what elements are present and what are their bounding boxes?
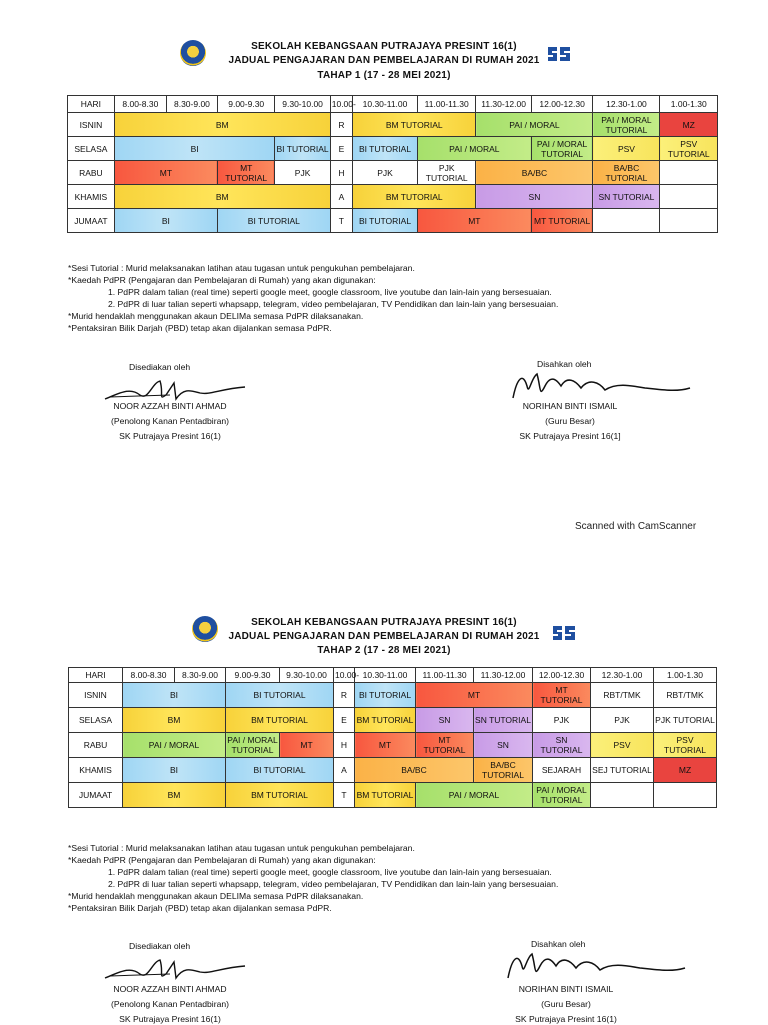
table-row	[69, 783, 717, 808]
header-time-slot: 10.30-11.00	[353, 96, 418, 113]
day-cell: JUMAAT	[68, 209, 115, 233]
note-online: 1. PdPR dalam talian (real time) seperti google meet, google classroom, live youtube dan lain-lain yang bersesuaian.	[108, 287, 552, 297]
header-time-slot: 1.00-1.30	[660, 96, 718, 113]
signature-noor-azzah	[100, 952, 250, 984]
signatory-right-org: SK Putrajaya Presint 16(1]	[519, 431, 621, 441]
table-row	[69, 708, 717, 733]
subject-cell: PJK	[275, 161, 330, 185]
subject-cell: PSV	[591, 733, 654, 758]
subject-cell: MT	[355, 733, 416, 758]
subject-cell: H	[334, 733, 355, 758]
note-pbd: *Pentaksiran Bilik Darjah (PBD) tetap akan dijalankan semasa PdPR.	[68, 323, 332, 333]
day-cell: KHAMIS	[69, 758, 123, 783]
note-offline: 2. PdPR di luar talian seperti whapsapp, telegram, video pembelajaran, TV Pendidikan dan lain-lain yang bersesuaian.	[108, 879, 559, 889]
note-kaedah: *Kaedah PdPR (Pengajaran dan Pembelajaran di Rumah) yang akan digunakan:	[68, 275, 376, 285]
header-time-slot: 12.30-1.00	[593, 96, 660, 113]
note-delima: *Murid hendaklah menggunakan akaun DELIMa semasa PdPR dilaksanakan.	[68, 311, 364, 321]
approved-by-label: Disahkan oleh	[537, 359, 592, 369]
header-time-slot: 12.30-1.00	[591, 668, 654, 683]
subject-cell: PJK	[353, 161, 418, 185]
day-cell: RABU	[69, 733, 123, 758]
subject-cell: SN	[474, 733, 533, 758]
subject-cell: PAI / MORAL	[476, 113, 593, 137]
subject-cell: PAI / MORAL	[416, 783, 533, 808]
subject-cell: PAI / MORAL TUTORIAL	[226, 733, 280, 758]
subject-cell: BI TUTORIAL	[353, 209, 418, 233]
header-time-slot: 8.00-8.30	[114, 96, 166, 113]
subject-cell: BM TUTORIAL	[226, 708, 334, 733]
subject-cell: A	[334, 758, 355, 783]
notes-page2	[68, 842, 558, 914]
subject-cell: BI TUTORIAL	[355, 683, 416, 708]
header-day: HARI	[68, 96, 115, 113]
subject-cell: BM	[114, 113, 330, 137]
prepared-by-label: Disediakan oleh	[129, 362, 191, 372]
subject-cell: PSV	[593, 137, 660, 161]
subject-cell: BI TUTORIAL	[217, 209, 330, 233]
header-time-slot: 9.30-10.00	[280, 668, 334, 683]
signatory-right	[466, 983, 666, 1025]
header-time-slot: 9.00-9.30	[226, 668, 280, 683]
camscanner-watermark: Scanned with CamScanner	[575, 521, 697, 532]
header-time-slot: 11.30-12.00	[474, 668, 533, 683]
schedule-title: JADUAL PENGAJARAN DAN PEMBELAJARAN DI RUMAH 2021	[228, 55, 540, 66]
subject-cell: SN	[416, 708, 474, 733]
header-time-slot: 9.30-10.00	[275, 96, 330, 113]
timetable-tahap2	[68, 667, 717, 808]
subject-cell: BA/BC	[476, 161, 593, 185]
table-row	[69, 683, 717, 708]
subject-cell	[660, 185, 718, 209]
header-time-slot: 10.00-	[334, 668, 355, 683]
subject-cell: PJK	[533, 708, 591, 733]
header-time-slot: 8.30-9.00	[166, 96, 217, 113]
subject-cell: PJK	[591, 708, 654, 733]
header-page1	[0, 41, 768, 82]
table-row	[68, 161, 718, 185]
note-tutorial: *Sesi Tutorial : Murid melaksanakan latihan atau tugasan untuk pengukuhan pembelajaran.	[68, 263, 415, 273]
signatory-left-org: SK Putrajaya Presint 16(1)	[119, 431, 221, 441]
school-name: SEKOLAH KEBANGSAAN PUTRAJAYA PRESINT 16(1)	[251, 41, 517, 52]
signature-norihan	[505, 368, 695, 402]
day-cell: ISNIN	[69, 683, 123, 708]
subject-cell: MT TUTORIAL	[217, 161, 274, 185]
table-row	[69, 758, 717, 783]
subject-cell: BA/BC	[355, 758, 474, 783]
signatory-right-role: (Guru Besar)	[541, 999, 591, 1009]
header-time-slot: 9.00-9.30	[217, 96, 274, 113]
signature-norihan	[500, 948, 690, 982]
subject-cell: RBT/TMK	[654, 683, 717, 708]
signatory-left	[70, 983, 270, 1025]
schedule-title: JADUAL PENGAJARAN DAN PEMBELAJARAN DI RUMAH 2021	[228, 631, 540, 642]
header-time-slot: 12.00-12.30	[531, 96, 593, 113]
subject-cell: PAI / MORAL	[417, 137, 531, 161]
subject-cell: MT	[416, 683, 533, 708]
subject-cell: A	[330, 185, 352, 209]
day-cell: ISNIN	[68, 113, 115, 137]
signatory-left-name: NOOR AZZAH BINTI AHMAD	[113, 401, 227, 411]
subject-cell: SN TUTORIAL	[593, 185, 660, 209]
phase-label: TAHAP 2 (17 - 28 MEI 2021)	[317, 645, 451, 656]
header-day: HARI	[69, 668, 123, 683]
signatory-right-role: (Guru Besar)	[545, 416, 595, 426]
signatory-right	[470, 400, 670, 442]
subject-cell: MT TUTORIAL	[533, 683, 591, 708]
note-delima: *Murid hendaklah menggunakan akaun DELIMa semasa PdPR dilaksanakan.	[68, 891, 364, 901]
subject-cell: PJK TUTORIAL	[654, 708, 717, 733]
signatory-left	[70, 400, 270, 442]
subject-cell: BM TUTORIAL	[226, 783, 334, 808]
subject-cell: RBT/TMK	[591, 683, 654, 708]
subject-cell	[593, 209, 660, 233]
table-row	[68, 185, 718, 209]
phase-label: TAHAP 1 (17 - 28 MEI 2021)	[317, 70, 451, 81]
subject-cell: BI TUTORIAL	[226, 758, 334, 783]
signatory-left-org: SK Putrajaya Presint 16(1)	[119, 1014, 221, 1024]
prepared-by-label: Disediakan oleh	[129, 941, 191, 951]
subject-cell: E	[334, 708, 355, 733]
timetable-tahap1	[67, 95, 718, 233]
header-time-slot: 10.30-11.00	[355, 668, 416, 683]
subject-cell: MZ	[660, 113, 718, 137]
subject-cell: MZ	[654, 758, 717, 783]
day-cell: SELASA	[69, 708, 123, 733]
subject-cell: BA/BC TUTORIAL	[474, 758, 533, 783]
table-row	[68, 137, 718, 161]
subject-cell: BM TUTORIAL	[355, 708, 416, 733]
subject-cell: BI TUTORIAL	[353, 137, 418, 161]
subject-cell	[660, 209, 718, 233]
header-time-slot: 11.30-12.00	[476, 96, 531, 113]
table-row	[68, 113, 718, 137]
notes-page1	[68, 262, 558, 334]
subject-cell: PAI / MORAL	[123, 733, 226, 758]
subject-cell: MT	[417, 209, 531, 233]
subject-cell: BM	[114, 185, 330, 209]
subject-cell: T	[334, 783, 355, 808]
subject-cell: R	[330, 113, 352, 137]
subject-cell: SN TUTORIAL	[474, 708, 533, 733]
subject-cell: BI TUTORIAL	[226, 683, 334, 708]
subject-cell: MT	[280, 733, 334, 758]
subject-cell: BI	[114, 209, 217, 233]
subject-cell: BI	[123, 758, 226, 783]
day-cell: RABU	[68, 161, 115, 185]
subject-cell: BM	[123, 783, 226, 808]
subject-cell	[654, 783, 717, 808]
subject-cell: SEJ TUTORIAL	[591, 758, 654, 783]
header-time-slot: 11.00-11.30	[416, 668, 474, 683]
subject-cell: BI	[123, 683, 226, 708]
subject-cell: BM	[123, 708, 226, 733]
subject-cell: E	[330, 137, 352, 161]
table-row	[69, 733, 717, 758]
subject-cell: PJK TUTORIAL	[417, 161, 476, 185]
subject-cell: PAI / MORAL TUTORIAL	[593, 113, 660, 137]
subject-cell: H	[330, 161, 352, 185]
subject-cell: BI TUTORIAL	[275, 137, 330, 161]
subject-cell: BI	[114, 137, 275, 161]
subject-cell: BM TUTORIAL	[355, 783, 416, 808]
subject-cell: SN	[476, 185, 593, 209]
subject-cell: PSV TUTORIAL	[654, 733, 717, 758]
subject-cell: BM TUTORIAL	[353, 113, 476, 137]
subject-cell	[660, 161, 718, 185]
subject-cell: PAI / MORAL TUTORIAL	[531, 137, 593, 161]
signatory-right-name: NORIHAN BINTI ISMAIL	[518, 984, 614, 994]
subject-cell: MT	[114, 161, 217, 185]
note-tutorial: *Sesi Tutorial : Murid melaksanakan latihan atau tugasan untuk pengukuhan pembelajaran.	[68, 843, 415, 853]
school-name: SEKOLAH KEBANGSAAN PUTRAJAYA PRESINT 16(1)	[251, 617, 517, 628]
day-cell: KHAMIS	[68, 185, 115, 209]
note-online: 1. PdPR dalam talian (real time) seperti google meet, google classroom, live youtube dan lain-lain yang bersesuaian.	[108, 867, 552, 877]
header-time-slot: 12.00-12.30	[533, 668, 591, 683]
note-offline: 2. PdPR di luar talian seperti whapsapp, telegram, video pembelajaran, TV Pendidikan dan lain-lain yang bersesuaian.	[108, 299, 559, 309]
signatory-left-role: (Penolong Kanan Pentadbiran)	[110, 999, 229, 1009]
subject-cell: T	[330, 209, 352, 233]
note-pbd: *Pentaksiran Bilik Darjah (PBD) tetap akan dijalankan semasa PdPR.	[68, 903, 332, 913]
subject-cell	[591, 783, 654, 808]
table-row	[68, 209, 718, 233]
header-time-slot: 11.00-11.30	[417, 96, 476, 113]
header-time-slot: 10.00-	[330, 96, 352, 113]
subject-cell: PSV TUTORIAL	[660, 137, 718, 161]
subject-cell: BM TUTORIAL	[353, 185, 476, 209]
header-time-slot: 8.00-8.30	[123, 668, 175, 683]
subject-cell: BA/BC TUTORIAL	[593, 161, 660, 185]
approved-by-label: Disahkan oleh	[531, 939, 586, 949]
note-kaedah: *Kaedah PdPR (Pengajaran dan Pembelajaran di Rumah) yang akan digunakan:	[68, 855, 376, 865]
subject-cell: R	[334, 683, 355, 708]
day-cell: JUMAAT	[69, 783, 123, 808]
header-time-slot: 8.30-9.00	[175, 668, 226, 683]
subject-cell: SEJARAH	[533, 758, 591, 783]
subject-cell: SN TUTORIAL	[533, 733, 591, 758]
subject-cell: MT TUTORIAL	[416, 733, 474, 758]
signatory-left-role: (Penolong Kanan Pentadbiran)	[110, 416, 229, 426]
header-page2	[0, 617, 768, 657]
header-time-slot: 1.00-1.30	[654, 668, 717, 683]
subject-cell: MT TUTORIAL	[531, 209, 593, 233]
signatory-right-name: NORIHAN BINTI ISMAIL	[522, 401, 618, 411]
signatory-right-org: SK Putrajaya Presint 16(1)	[515, 1014, 617, 1024]
day-cell: SELASA	[68, 137, 115, 161]
subject-cell: PAI / MORAL TUTORIAL	[533, 783, 591, 808]
signatory-left-name: NOOR AZZAH BINTI AHMAD	[113, 984, 227, 994]
